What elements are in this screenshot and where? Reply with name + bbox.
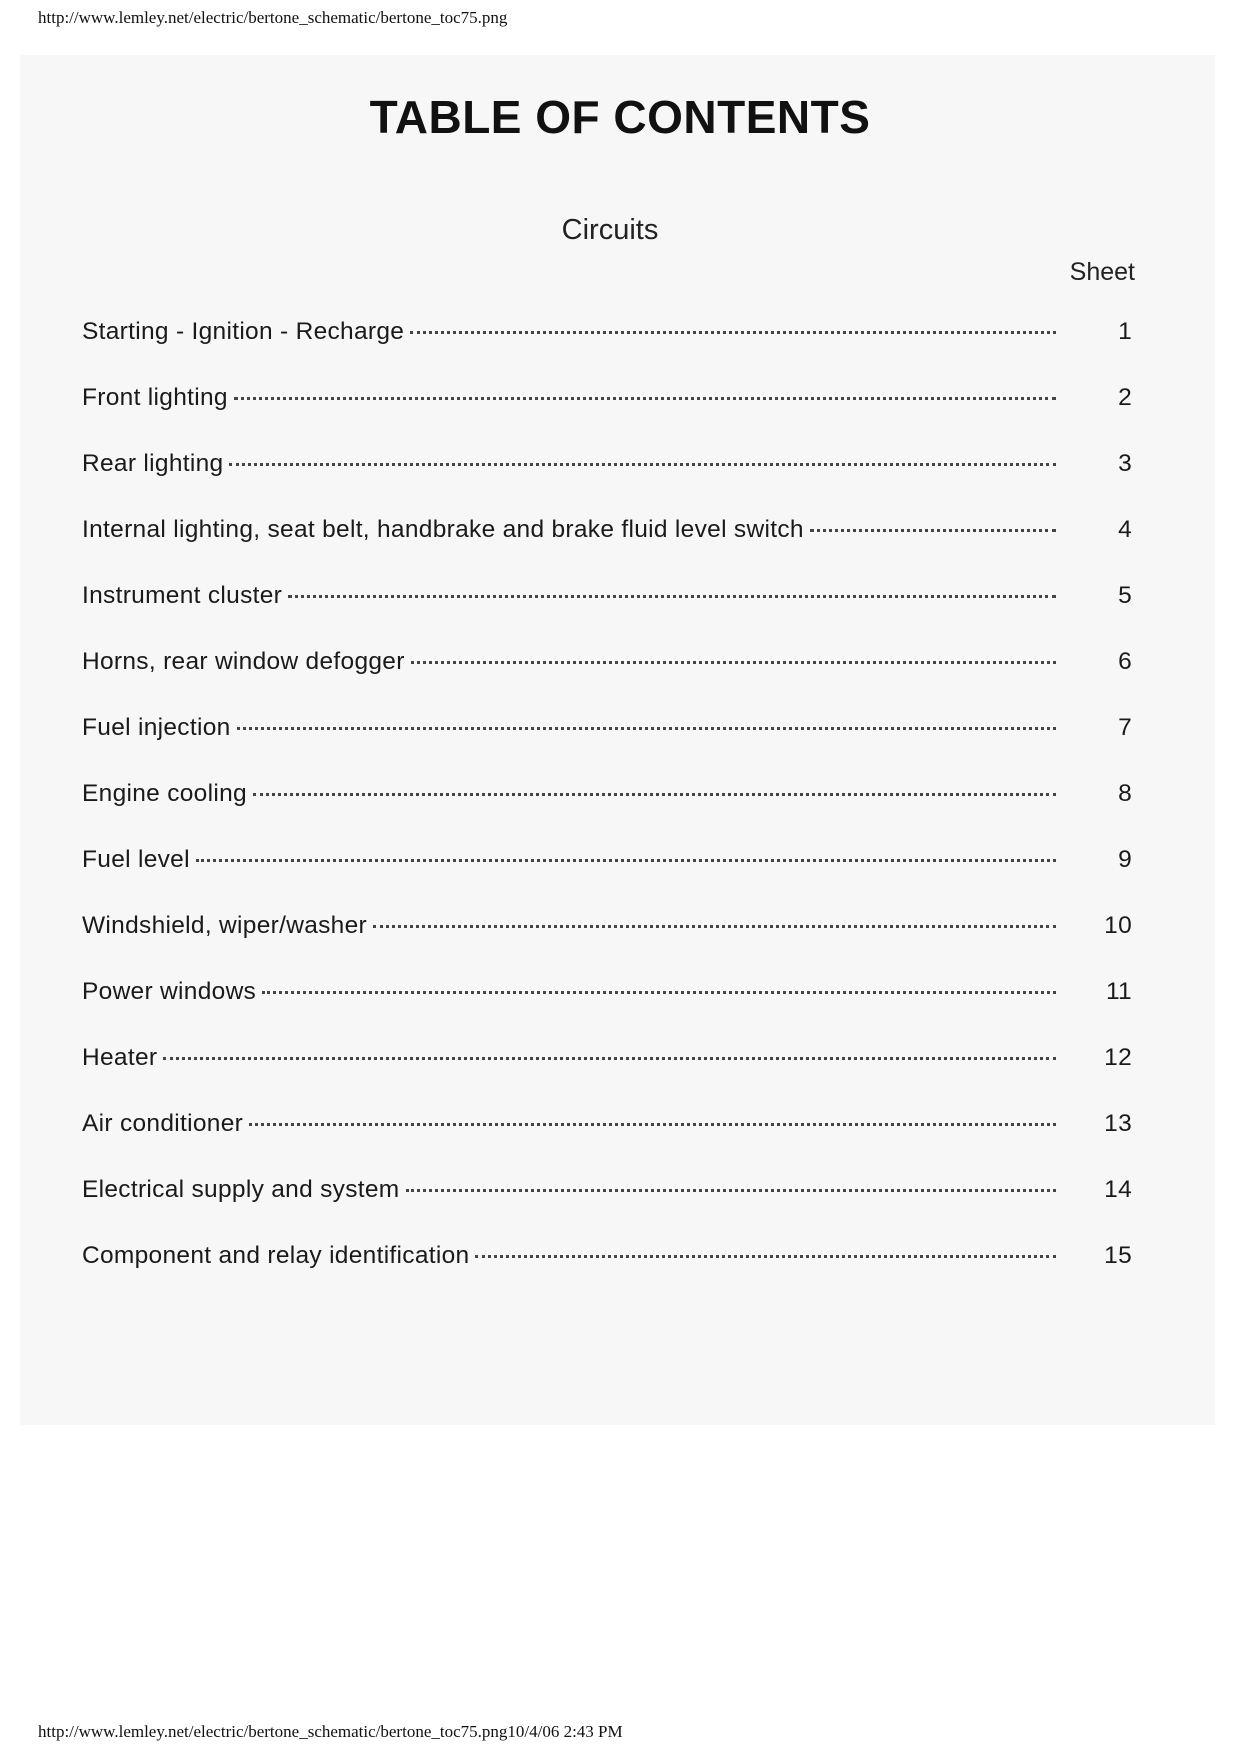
toc-entry-label: Windshield, wiper/washer <box>82 912 367 939</box>
toc-entry <box>82 450 1132 516</box>
dot-leader <box>229 463 1056 466</box>
dot-leader <box>288 595 1056 598</box>
toc-entry-sheet: 2 <box>1118 384 1132 411</box>
dot-leader <box>406 1189 1057 1192</box>
dot-leader <box>810 529 1056 532</box>
toc-entry-sheet: 6 <box>1118 648 1132 675</box>
page-url-header: http://www.lemley.net/electric/bertone_schematic/bertone_toc75.png <box>38 8 508 27</box>
toc-entry-label: Internal lighting, seat belt, handbrake and brake fluid level switch <box>82 516 804 543</box>
toc-entry <box>82 780 1132 846</box>
toc-entry-label: Engine cooling <box>82 780 247 807</box>
dot-leader <box>163 1057 1056 1060</box>
toc-entry <box>82 714 1132 780</box>
toc-entry-label: Rear lighting <box>82 450 224 477</box>
toc-entry <box>82 1110 1132 1176</box>
toc-entry <box>82 1176 1132 1242</box>
toc-entry-label: Horns, rear window defogger <box>82 648 405 675</box>
dot-leader <box>373 925 1056 928</box>
toc-entry-sheet: 11 <box>1105 978 1132 1005</box>
toc-entry-sheet: 5 <box>1118 582 1132 609</box>
toc-entry <box>82 582 1132 648</box>
toc-entry <box>82 318 1132 384</box>
toc-entry <box>82 978 1132 1044</box>
toc-entry-label: Power windows <box>82 978 257 1005</box>
toc-entry <box>82 912 1132 978</box>
dot-leader <box>253 793 1056 796</box>
dot-leader <box>475 1255 1056 1258</box>
toc-entry-label: Heater <box>82 1044 158 1071</box>
toc-entry-sheet: 14 <box>1104 1176 1132 1203</box>
toc-entry-sheet: 15 <box>1104 1242 1132 1269</box>
toc-entry <box>82 516 1132 582</box>
dot-leader <box>234 397 1056 400</box>
toc-entry-label: Starting - Ignition - Recharge <box>82 318 405 345</box>
toc-entry-sheet: 10 <box>1104 912 1132 939</box>
toc-entry <box>82 846 1132 912</box>
dot-leader <box>196 859 1056 862</box>
toc-entry <box>82 1044 1132 1110</box>
toc-entry-label: Electrical supply and system <box>82 1176 400 1203</box>
toc-entry <box>82 1242 1132 1308</box>
dot-leader <box>262 991 1056 994</box>
toc-entry-sheet: 8 <box>1118 780 1132 807</box>
toc-entry-sheet: 12 <box>1104 1044 1132 1071</box>
dot-leader <box>237 727 1056 730</box>
toc-entry-sheet: 3 <box>1118 450 1132 477</box>
section-title: Circuits <box>561 214 659 246</box>
toc-list <box>82 318 1132 1308</box>
dot-leader <box>411 661 1056 664</box>
toc-entry-label: Fuel injection <box>82 714 231 741</box>
toc-entry-sheet: 7 <box>1118 714 1132 741</box>
toc-entry <box>82 648 1132 714</box>
toc-entry-sheet: 4 <box>1118 516 1132 543</box>
toc-entry-label: Front lighting <box>82 384 228 411</box>
toc-entry-label: Air conditioner <box>82 1110 244 1137</box>
toc-entry <box>82 384 1132 450</box>
toc-entry-sheet: 1 <box>1118 318 1132 345</box>
dot-leader <box>410 331 1056 334</box>
sheet-column-header: Sheet <box>1069 258 1135 286</box>
toc-entry-sheet: 9 <box>1118 846 1132 873</box>
page-url-footer: http://www.lemley.net/electric/bertone_schematic/bertone_toc75.png10/4/06 2:43 PM <box>38 1722 623 1741</box>
toc-entry-label: Instrument cluster <box>82 582 283 609</box>
toc-entry-label: Component and relay identification <box>82 1242 470 1269</box>
toc-entry-label: Fuel level <box>82 846 190 873</box>
toc-entry-sheet: 13 <box>1104 1110 1132 1137</box>
page-title: TABLE OF CONTENTS <box>369 91 871 143</box>
dot-leader <box>249 1123 1056 1126</box>
